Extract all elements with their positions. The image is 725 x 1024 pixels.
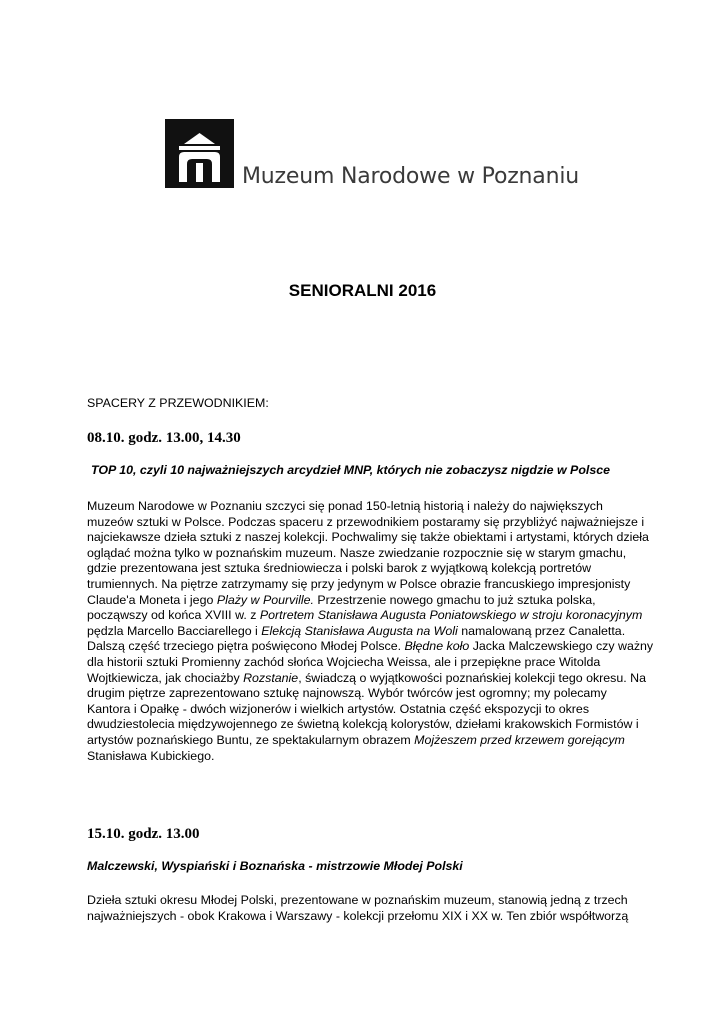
museum-name: Muzeum Narodowe w Poznaniu	[242, 164, 579, 189]
body-text: począwszy od końca XVIII w. z	[87, 608, 260, 623]
body-text: namalowaną przez Canaletta.	[457, 623, 626, 638]
body-text: Claude'a Moneta i jego	[87, 592, 217, 607]
event-1-paragraph-line	[87, 717, 647, 733]
event-1-paragraph-line	[87, 561, 647, 577]
page-title: SENIORALNI 2016	[288, 281, 437, 300]
event-1-paragraph-line	[87, 655, 647, 671]
event-1-paragraph-line	[87, 515, 647, 531]
event-1-date: 08.10. godz. 13.00, 14.30	[87, 430, 241, 446]
body-text: , świadczą o wyjątkowości poznańskiej kolekcji tego okresu. Na	[298, 670, 646, 685]
event-1-paragraph-line	[87, 624, 647, 640]
italic-title-text: Elekcją Stanisława Augusta na Woli	[261, 623, 458, 638]
body-text: dla historii sztuki Promienny zachód słońca Wojciecha Weissa, ale i przepiękne prace Witolda	[87, 654, 601, 669]
event-2-subtitle: Malczewski, Wyspiański i Boznańska - mistrzowie Młodej Polski	[87, 859, 463, 873]
body-text: Kantora i Opałkę - dwóch wizjonerów i wielkich artystów. Ostatnia część ekspozycji to okres	[87, 701, 590, 716]
museum-logo	[165, 118, 579, 189]
body-text: Jacka Malczewskiego czy ważny	[469, 639, 654, 654]
event-2-description	[87, 893, 628, 924]
italic-title-text: Mojżeszem przed krzewem gorejącym	[414, 732, 625, 747]
body-text: dwudziestolecia międzywojennego ze świetną kolekcją kolorystów, dziełami krakowskich Formistów i	[87, 717, 639, 732]
event-2-paragraph-line	[87, 893, 628, 909]
event-1-paragraph-line	[87, 733, 647, 749]
italic-title-text: Rozstanie	[243, 670, 299, 685]
event-1-paragraph-line	[87, 702, 647, 718]
body-text: najważniejszych - obok Krakowa i Warszawy - kolekcji przełomu XIX i XX w. Ten zbiór współtworzą	[87, 908, 629, 923]
event-1-paragraph-line	[87, 686, 647, 702]
body-text: Stanisława Kubickiego.	[87, 748, 215, 763]
event-2-date: 15.10. godz. 13.00	[87, 826, 200, 842]
event-1-subtitle: TOP 10, czyli 10 najważniejszych arcydzieł MNP, których nie zobaczysz nigdzie w Polsce	[91, 463, 611, 477]
museum-building-icon	[165, 119, 234, 188]
body-text: Muzeum Narodowe w Poznaniu szczyci się ponad 150-letnią historią i należy do największych	[87, 499, 603, 513]
body-text: Dalszą część trzeciego piętra poświęcono Młodej Polsce.	[87, 639, 405, 654]
body-text: artystów poznańskiego Buntu, ze spektakularnym obrazem	[87, 732, 415, 747]
body-text: Przestrzenie nowego gmachu to już sztuka polska,	[313, 592, 596, 607]
event-1-paragraph-line	[87, 499, 647, 515]
body-text: drugim piętrze zaprezentowano sztukę najnowszą. Wybór twórców jest ogromny; my polecamy	[87, 686, 607, 701]
body-text: pędzla Marcello Bacciarellego i	[87, 623, 262, 638]
event-2-paragraph-line	[87, 909, 628, 925]
italic-title-text: Portretem Stanisława Augusta Poniatowskiego w stroju koronacyjnym	[259, 608, 643, 623]
event-1-paragraph-line	[87, 749, 647, 765]
body-text: muzeów sztuki w Polsce. Podczas spaceru z przewodnikiem postaramy się przybliżyć najważniejsze i	[87, 514, 645, 529]
italic-title-text: Plaży w Pourville.	[216, 592, 314, 607]
event-1-paragraph-line	[87, 639, 654, 655]
event-1-paragraph-line	[87, 593, 647, 609]
event-1-paragraph-line	[87, 546, 647, 562]
body-text: Dzieła sztuki okresu Młodej Polski, prezentowane w poznańskim muzeum, stanowią jedną z trzech	[87, 893, 628, 907]
section-label: SPACERY Z PRZEWODNIKIEM:	[87, 396, 269, 410]
event-1-paragraph-line	[87, 671, 647, 687]
body-text: najciekawsze dzieła sztuki z naszej kolekcji. Pochwalimy się także obiektami i artystami, których dzieła	[87, 530, 649, 545]
body-text: gdzie prezentowana jest sztuka średniowiecza i polski barok z wyjątkową kolekcją portretów	[87, 561, 592, 576]
italic-title-text: Błędne koło	[404, 639, 470, 654]
body-text: oglądać można tylko w poznańskim muzeum. Nasze zwiedzanie rozpocznie się w starym gmachu,	[87, 545, 627, 560]
body-text: trumiennych. Na piętrze zatrzymamy się przy jedynym w Polsce obrazie francuskiego impresjonisty	[87, 576, 631, 591]
event-1-description	[87, 499, 654, 764]
event-1-paragraph-line	[87, 530, 647, 546]
body-text: Wojtkiewicza, jak chociażby	[87, 670, 244, 685]
event-1-paragraph-line	[87, 577, 647, 593]
event-1-paragraph-line	[87, 608, 647, 624]
